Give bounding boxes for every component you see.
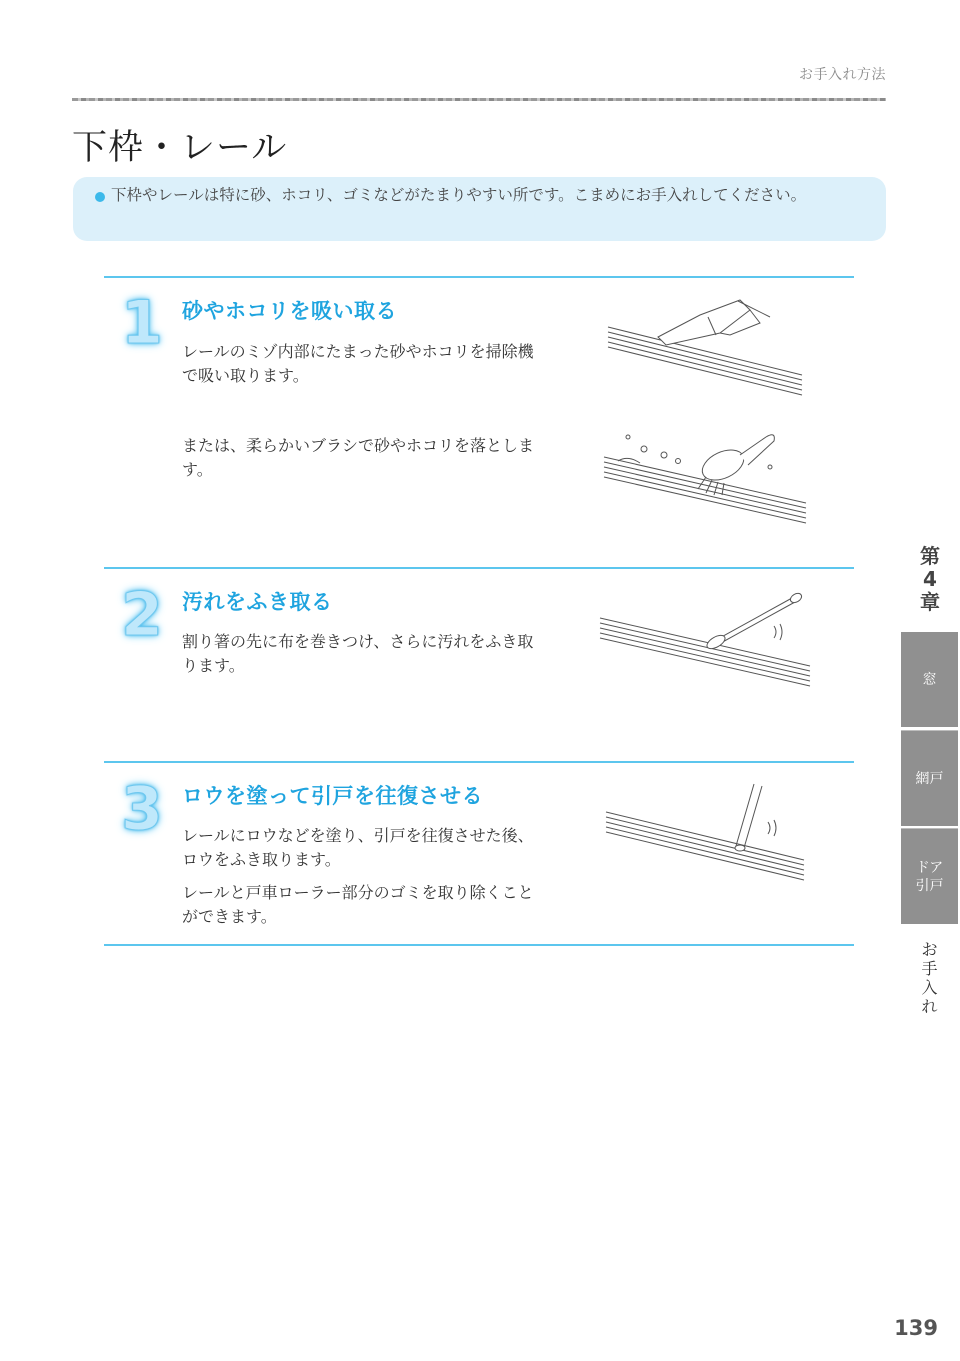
tab-window-label: 窓	[922, 671, 937, 688]
step-3-divider	[104, 761, 854, 763]
tab-sliding-label: 引戸	[915, 877, 944, 894]
step-1-divider	[104, 276, 854, 278]
intro-note	[73, 177, 886, 241]
tab-maintenance-char-2: 手	[921, 959, 938, 978]
tab-maintenance-char-3: 入	[921, 978, 938, 997]
chapter-prefix: 第	[920, 544, 940, 568]
intro-text: 下枠やレールは特に砂、ホコリ、ゴミなどがたまりやすい所です。こまめにお手入れしてください。	[111, 186, 807, 204]
section-bottom-divider	[104, 944, 854, 946]
step-2-divider	[104, 567, 854, 569]
tab-screen-door[interactable]	[901, 730, 958, 826]
step-3-text-1: レールにロウなどを塗り、引戸を往復させた後、ロウをふき取ります。	[182, 826, 534, 869]
bullet-icon	[95, 192, 105, 202]
header-divider	[72, 98, 886, 101]
page-number: 139	[894, 1316, 938, 1340]
step-1-text-1: レールのミゾ内部にたまった砂やホコリを掃除機で吸い取ります。	[182, 342, 534, 385]
vacuum-nozzle-illustration	[600, 295, 810, 400]
step-1-text-2: または、柔らかいブラシで砂やホコリを落とします。	[182, 436, 535, 479]
step-3-text-2: レールと戸車ローラー部分のゴミを取り除くことができます。	[182, 883, 534, 926]
step-2-text-1: 割り箸の先に布を巻きつけ、さらに汚れをふき取ります。	[182, 632, 534, 675]
tab-window[interactable]	[901, 632, 958, 727]
step-3-title: ロウを塗って引戸を往復させる	[182, 784, 483, 808]
tab-door-sliding-label	[916, 859, 944, 895]
chapter-suffix: 章	[920, 590, 940, 614]
tab-maintenance-char-1: お	[921, 940, 938, 959]
tab-maintenance[interactable]	[901, 940, 958, 1016]
page-title: 下枠・レール	[72, 128, 288, 168]
tab-screen-door-label: 網戸	[915, 770, 944, 787]
cloth-chopstick-illustration	[596, 588, 814, 688]
step-1-number: 1	[121, 288, 163, 358]
step-3-number: 3	[121, 774, 163, 844]
chapter-number: 4	[923, 567, 937, 591]
brush-illustration	[598, 425, 810, 525]
step-2-number: 2	[121, 580, 163, 650]
section-label: お手入れ方法	[799, 67, 886, 83]
wax-application-illustration	[602, 778, 808, 882]
step-2-title: 汚れをふき取る	[182, 590, 333, 614]
tab-door-sliding[interactable]	[901, 828, 958, 924]
chapter-label	[901, 545, 959, 614]
step-1-title: 砂やホコリを吸い取る	[182, 299, 397, 323]
tab-door-label: ドア	[915, 859, 944, 876]
tab-maintenance-char-4: れ	[921, 997, 938, 1016]
